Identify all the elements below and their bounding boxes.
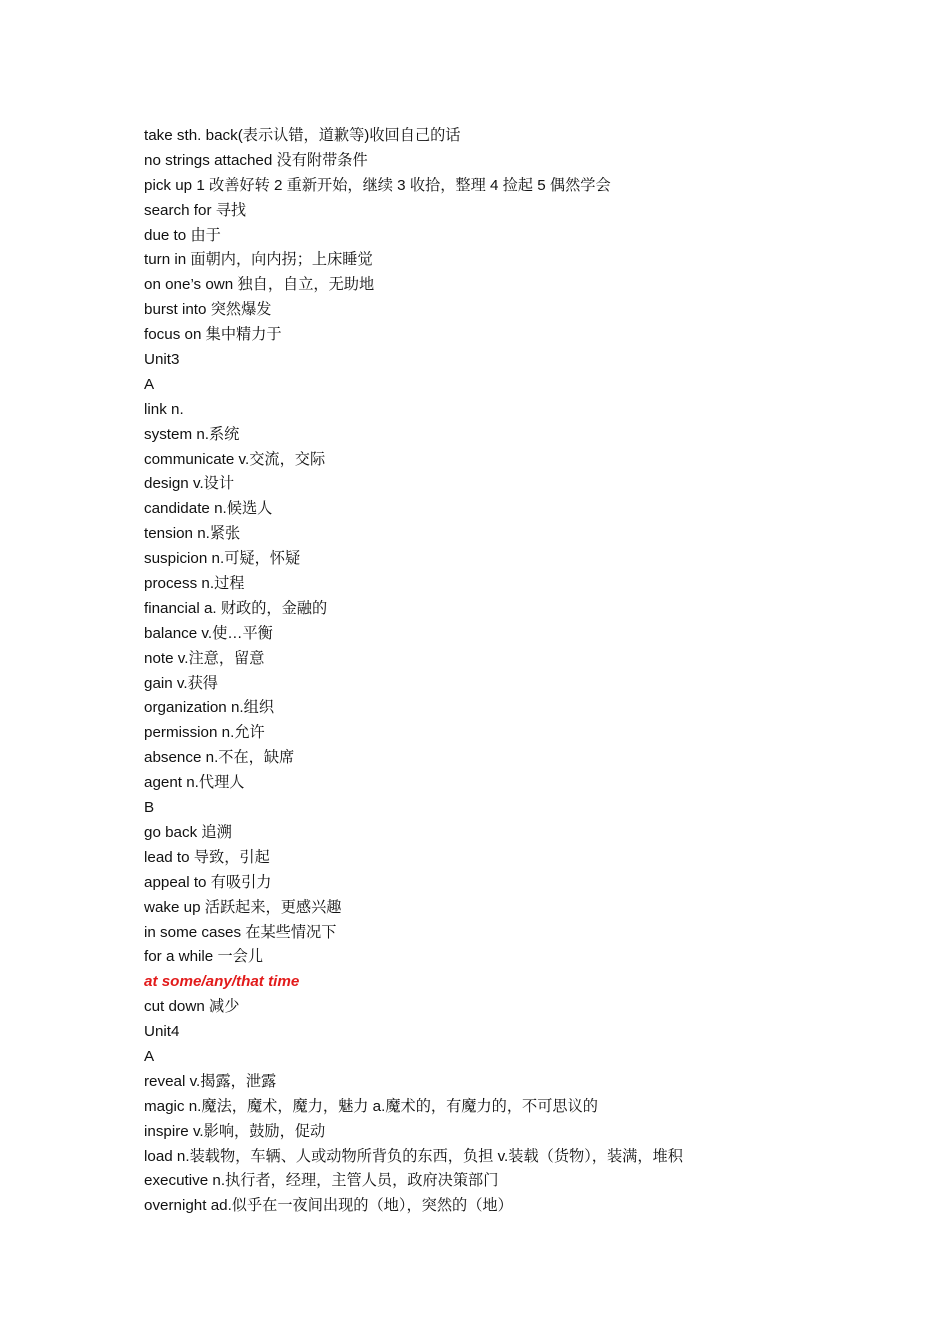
vocabulary-line: executive n.执行者，经理，主管人员，政府决策部门 [144,1172,499,1190]
vocabulary-line: on one’s own 独自，自立，无助地 [144,276,375,294]
vocabulary-line: wake up 活跃起来，更感兴趣 [144,898,342,916]
vocabulary-line: link n. [144,400,184,418]
vocabulary-line: Unit4 [144,1023,180,1041]
vocabulary-line: gain v.获得 [144,674,218,692]
vocabulary-line: magic n.魔法，魔术，魔力，魅力 a.魔术的，有魔力的，不可思议的 [144,1097,598,1115]
highlighted-vocabulary-line: at some/any/that time [144,973,300,991]
vocabulary-line: process n.过程 [144,575,245,593]
vocabulary-line: tension n.紧张 [144,525,241,543]
vocabulary-line: A [144,1047,155,1065]
vocabulary-line: reveal v.揭露，泄露 [144,1072,277,1090]
vocabulary-line: burst into 突然爆发 [144,301,272,319]
vocabulary-line: balance v.使…平衡 [144,624,273,642]
vocabulary-line: B [144,799,155,817]
vocabulary-line: search for 寻找 [144,201,247,219]
vocabulary-line: due to 由于 [144,226,221,244]
vocabulary-line: pick up 1 改善好转 2 重新开始，继续 3 收拾，整理 4 捡起 5 偶然学会 [144,176,611,194]
vocabulary-line: no strings attached 没有附带条件 [144,151,368,169]
vocabulary-line: suspicion n.可疑，怀疑 [144,550,301,568]
vocabulary-line: go back 追溯 [144,823,232,841]
vocabulary-line: financial a. 财政的，金融的 [144,599,328,617]
vocabulary-line: load n.装载物，车辆、人或动物所背负的东西，负担 v.装载（货物），装满，堆积 [144,1147,683,1165]
vocabulary-line: appeal to 有吸引力 [144,873,272,891]
vocabulary-line: communicate v.交流，交际 [144,450,326,468]
vocabulary-line: inspire v.影响，鼓励，促动 [144,1122,326,1140]
vocabulary-line: focus on 集中精力于 [144,326,282,344]
vocabulary-line: permission n.允许 [144,724,265,742]
vocabulary-list [144,124,864,1219]
vocabulary-line: Unit3 [144,351,180,369]
vocabulary-line: A [144,375,155,393]
vocabulary-line: note v.注意，留意 [144,649,265,667]
vocabulary-line: design v.设计 [144,475,235,493]
vocabulary-line: absence n.不在，缺席 [144,749,295,767]
vocabulary-line: in some cases 在某些情况下 [144,923,337,941]
vocabulary-line: cut down 减少 [144,998,240,1016]
vocabulary-line: system n.系统 [144,425,240,443]
vocabulary-line: organization n.组织 [144,699,275,717]
vocabulary-line: take sth. back(表示认错，道歉等)收回自己的话 [144,127,461,144]
vocabulary-line: for a while 一会儿 [144,948,264,966]
vocabulary-line: candidate n.候选人 [144,500,273,518]
vocabulary-line: agent n.代理人 [144,774,245,792]
vocabulary-line: overnight ad.似乎在一夜间出现的（地），突然的（地） [144,1197,513,1215]
vocabulary-line: lead to 导致，引起 [144,848,270,866]
vocabulary-line: turn in 面朝内，向内拐；上床睡觉 [144,251,373,269]
